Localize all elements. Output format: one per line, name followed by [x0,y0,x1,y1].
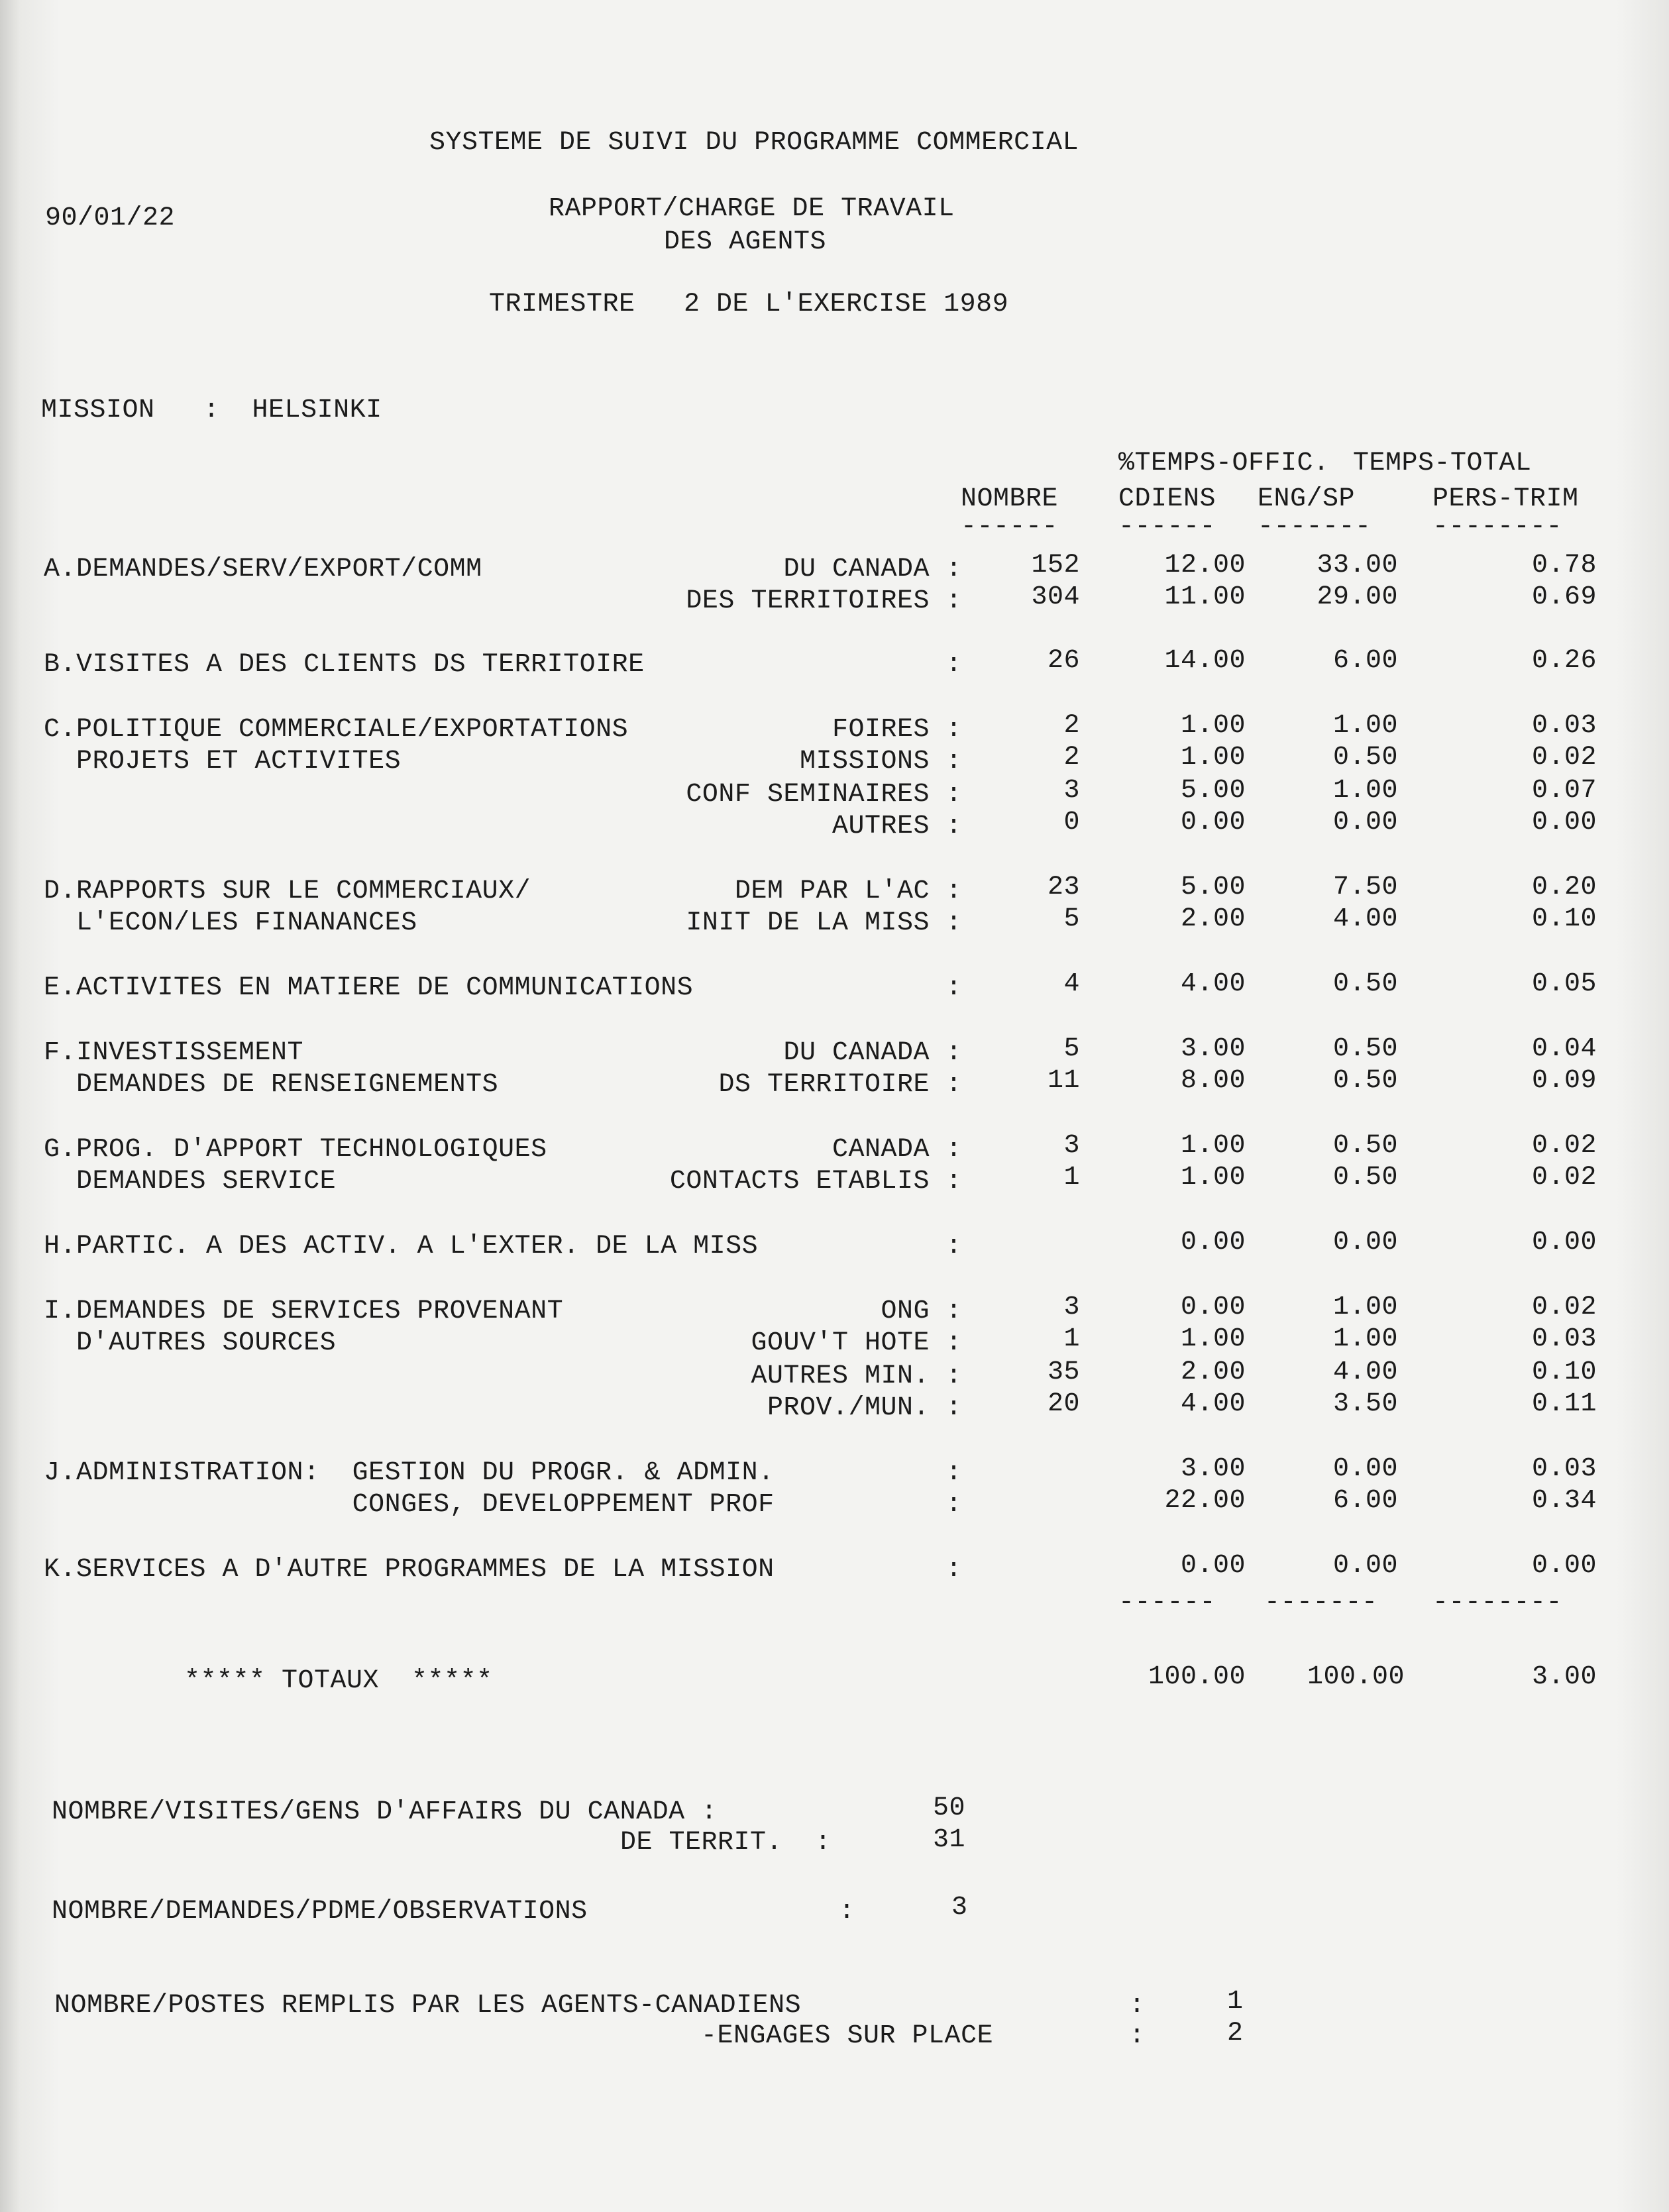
row-sublabel: DU CANADA : [783,1038,962,1068]
row-pers-trim: 0.34 [1531,1486,1597,1516]
col-temps-total: TEMPS-TOTAL [1353,448,1532,478]
row-label: G.PROG. D'APPORT TECHNOLOGIQUES [44,1135,547,1165]
row-sublabel: DU CANADA : [783,554,962,584]
row-cdiens: 3.00 [1180,1454,1246,1484]
row-engsp: 7.50 [1332,872,1398,902]
row-cdiens: 3.00 [1180,1034,1246,1064]
row-pers-trim: 0.07 [1531,776,1597,806]
row-sublabel: DEM PAR L'AC : [734,876,962,906]
col-cdiens: CDIENS [1118,484,1216,514]
row-cdiens: 0.00 [1180,1228,1246,1257]
row-label: J.ADMINISTRATION: GESTION DU PROGR. & ADMIN. [44,1458,775,1488]
row-nombre: 1 [1063,1324,1080,1354]
row-nombre: 3 [1063,1292,1080,1322]
row-label: DEMANDES SERVICE [44,1167,337,1196]
report-title: RAPPORT/CHARGE DE TRAVAIL [549,194,955,224]
row-nombre: 2 [1063,743,1080,772]
row-engsp: 0.50 [1332,1034,1398,1064]
row-engsp: 1.00 [1332,1292,1398,1322]
row-engsp: 3.50 [1332,1389,1398,1419]
row-pers-trim: 0.05 [1531,969,1597,999]
row-label: D'AUTRES SOURCES [44,1328,337,1358]
row-pers-trim: 0.03 [1531,1324,1597,1354]
row-cdiens: 2.00 [1180,904,1246,934]
row-nombre: 23 [1047,872,1080,902]
row-sublabel: INIT DE LA MISS : [686,908,962,938]
row-engsp: 0.00 [1332,1551,1398,1581]
totals-label: ***** TOTAUX ***** [184,1666,493,1696]
row-sublabel: : [945,650,962,680]
mission-label: MISSION : HELSINKI [41,395,382,425]
row-nombre: 152 [1031,551,1080,580]
totals-pers: 3.00 [1531,1662,1597,1692]
row-sublabel: CONTACTS ETABLIS : [669,1167,962,1196]
row-cdiens: 4.00 [1180,969,1246,999]
row-nombre: 5 [1063,904,1080,934]
row-sublabel: : [945,1458,962,1488]
report-subtitle: DES AGENTS [664,227,827,257]
col-underline-pers: -------- [1432,512,1563,542]
col-underline-nombre: ------ [961,512,1059,542]
row-engsp: 0.50 [1332,969,1398,999]
row-engsp: 33.00 [1317,551,1398,580]
row-cdiens: 2.00 [1180,1357,1246,1387]
row-pers-trim: 0.00 [1531,1228,1597,1257]
row-sublabel: : [945,1555,962,1585]
engages-value: 2 [1227,2019,1244,2048]
row-engsp: 6.00 [1332,1486,1398,1516]
row-sublabel: GOUV'T HOTE : [751,1328,962,1358]
row-label: K.SERVICES A D'AUTRE PROGRAMMES DE LA MISSION [44,1555,775,1585]
row-sublabel: DES TERRITOIRES : [686,586,962,616]
row-engsp: 1.00 [1332,1324,1398,1354]
demandes-label: NOMBRE/DEMANDES/PDME/OBSERVATIONS [52,1897,588,1926]
row-cdiens: 11.00 [1164,582,1246,612]
row-label: H.PARTIC. A DES ACTIV. A L'EXTER. DE LA MISS [44,1232,759,1261]
totals-underline-engsp: ------- [1264,1588,1378,1618]
row-nombre: 4 [1063,969,1080,999]
row-label: I.DEMANDES DE SERVICES PROVENANT [44,1296,564,1326]
visites-value: 50 [933,1793,966,1823]
row-cdiens: 0.00 [1180,1292,1246,1322]
row-sublabel: : [945,1232,962,1261]
row-nombre: 26 [1047,646,1080,676]
row-pers-trim: 0.20 [1531,872,1597,902]
row-pers-trim: 0.04 [1531,1034,1597,1064]
row-label: E.ACTIVITES EN MATIERE DE COMMUNICATIONS [44,973,694,1003]
row-sublabel: ONG : [881,1296,962,1326]
visites-label: NOMBRE/VISITES/GENS D'AFFAIRS DU CANADA : [52,1797,718,1827]
engages-colon: : [1129,2021,1146,2051]
row-pers-trim: 0.09 [1531,1066,1597,1096]
row-sublabel: PROV./MUN. : [767,1393,962,1423]
row-sublabel: DS TERRITOIRE : [718,1070,962,1100]
row-sublabel: : [945,973,962,1003]
col-pers-trim: PERS-TRIM [1432,484,1579,514]
row-cdiens: 22.00 [1164,1486,1246,1516]
row-pers-trim: 0.69 [1531,582,1597,612]
row-cdiens: 5.00 [1180,776,1246,806]
row-engsp: 0.50 [1332,1163,1398,1192]
row-pers-trim: 0.02 [1531,1292,1597,1322]
row-engsp: 6.00 [1332,646,1398,676]
row-engsp: 4.00 [1332,1357,1398,1387]
row-label: CONGES, DEVELOPPEMENT PROF [44,1490,775,1520]
row-nombre: 1 [1063,1163,1080,1192]
row-engsp: 0.00 [1332,1454,1398,1484]
row-cdiens: 12.00 [1164,551,1246,580]
row-pers-trim: 0.78 [1531,551,1597,580]
row-sublabel: CONF SEMINAIRES : [686,780,962,810]
row-pers-trim: 0.11 [1531,1389,1597,1419]
row-nombre: 3 [1063,776,1080,806]
row-cdiens: 1.00 [1180,743,1246,772]
row-nombre: 5 [1063,1034,1080,1064]
totals-underline-cdiens: ------ [1118,1588,1216,1618]
row-cdiens: 0.00 [1180,808,1246,837]
row-cdiens: 1.00 [1180,1131,1246,1161]
row-nombre: 11 [1047,1066,1080,1096]
col-underline-engsp: ------- [1258,512,1372,542]
row-engsp: 0.00 [1332,1228,1398,1257]
row-pers-trim: 0.26 [1531,646,1597,676]
engages-label: -ENGAGES SUR PLACE [701,2021,994,2051]
row-nombre: 3 [1063,1131,1080,1161]
row-sublabel: AUTRES : [832,812,962,841]
row-engsp: 4.00 [1332,904,1398,934]
row-cdiens: 1.00 [1180,711,1246,741]
row-label: C.POLITIQUE COMMERCIALE/EXPORTATIONS [44,715,629,745]
row-sublabel: AUTRES MIN. : [751,1361,962,1391]
col-underline-cdiens: ------ [1118,512,1216,542]
totals-engsp: 100.00 [1307,1662,1405,1692]
report-period: TRIMESTRE 2 DE L'EXERCISE 1989 [489,290,1009,319]
postes-label: NOMBRE/POSTES REMPLIS PAR LES AGENTS-CANADIENS [54,1991,802,2021]
row-label: D.RAPPORTS SUR LE COMMERCIAUX/ [44,876,531,906]
row-cdiens: 14.00 [1164,646,1246,676]
row-nombre: 20 [1047,1389,1080,1419]
row-nombre: 2 [1063,711,1080,741]
row-engsp: 29.00 [1317,582,1398,612]
row-cdiens: 4.00 [1180,1389,1246,1419]
row-engsp: 0.50 [1332,1066,1398,1096]
row-engsp: 0.50 [1332,743,1398,772]
system-title: SYSTEME DE SUIVI DU PROGRAMME COMMERCIAL [429,128,1079,158]
row-label: L'ECON/LES FINANANCES [44,908,417,938]
row-cdiens: 8.00 [1180,1066,1246,1096]
row-label: B.VISITES A DES CLIENTS DS TERRITOIRE [44,650,645,680]
row-sublabel: MISSIONS : [799,747,962,776]
territ-label: DE TERRIT. : [620,1828,832,1858]
row-nombre: 0 [1063,808,1080,837]
row-pers-trim: 0.00 [1531,1551,1597,1581]
col-engsp: ENG/SP [1258,484,1356,514]
row-nombre: 304 [1031,582,1080,612]
row-engsp: 0.00 [1332,808,1398,837]
row-cdiens: 0.00 [1180,1551,1246,1581]
row-label: PROJETS ET ACTIVITES [44,747,402,776]
row-label: A.DEMANDES/SERV/EXPORT/COMM [44,554,482,584]
totals-underline-pers: -------- [1432,1588,1563,1618]
row-label: DEMANDES DE RENSEIGNEMENTS [44,1070,499,1100]
row-pers-trim: 0.10 [1531,904,1597,934]
row-pers-trim: 0.00 [1531,808,1597,837]
row-sublabel: FOIRES : [832,715,962,745]
row-nombre: 35 [1047,1357,1080,1387]
totals-cdiens: 100.00 [1148,1662,1246,1692]
postes-value: 1 [1227,1987,1244,2017]
row-engsp: 0.50 [1332,1131,1398,1161]
row-pers-trim: 0.02 [1531,1131,1597,1161]
row-cdiens: 1.00 [1180,1163,1246,1192]
row-sublabel: : [945,1490,962,1520]
territ-value: 31 [933,1825,966,1855]
row-engsp: 1.00 [1332,776,1398,806]
row-pers-trim: 0.02 [1531,1163,1597,1192]
row-pers-trim: 0.10 [1531,1357,1597,1387]
row-pers-trim: 0.03 [1531,711,1597,741]
row-cdiens: 5.00 [1180,872,1246,902]
row-cdiens: 1.00 [1180,1324,1246,1354]
row-engsp: 1.00 [1332,711,1398,741]
report-date: 90/01/22 [45,203,176,233]
row-pers-trim: 0.03 [1531,1454,1597,1484]
demandes-colon: : [839,1897,855,1926]
postes-colon: : [1129,1991,1146,2021]
row-sublabel: CANADA : [832,1135,962,1165]
row-pers-trim: 0.02 [1531,743,1597,772]
row-label: F.INVESTISSEMENT [44,1038,304,1068]
col-temps-offic: %TEMPS-OFFIC. [1118,448,1330,478]
demandes-value: 3 [951,1893,968,1922]
col-nombre: NOMBRE [961,484,1059,514]
